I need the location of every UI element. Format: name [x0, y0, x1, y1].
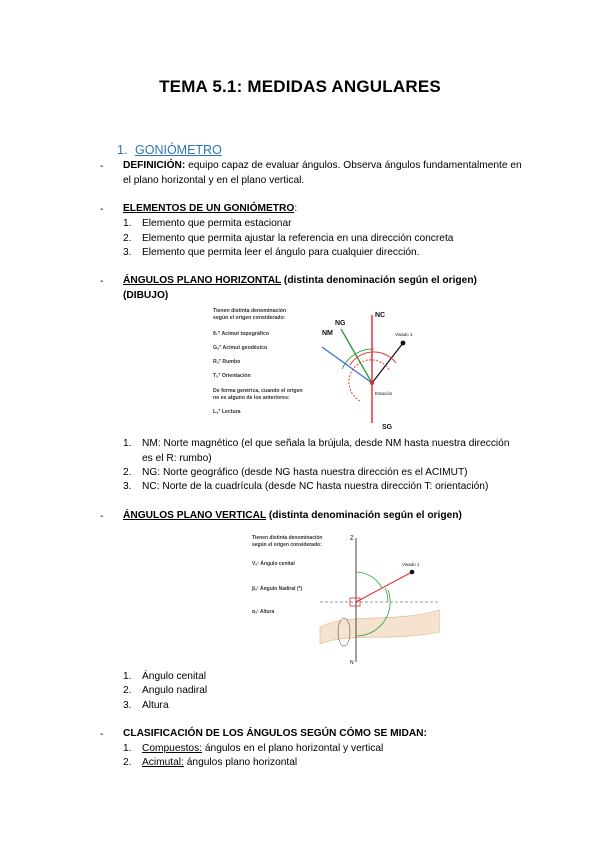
- list-number: 3.: [123, 700, 132, 711]
- list-number: 1.: [123, 218, 132, 229]
- elementos-heading-text: ELEMENTOS DE UN GONIÓMETRO: [123, 203, 295, 214]
- definicion-text: equipo capaz de evaluar ángulos. Observa ángulos fundamentalmente en: [185, 160, 522, 171]
- term-description: ángulos en el plano horizontal y vertical: [202, 743, 384, 754]
- bullet-dash: -: [100, 160, 104, 172]
- bullet-dash: -: [100, 203, 104, 215]
- bullet-dash: -: [100, 275, 104, 287]
- figure-intro-line: Tienen distinta denominación: [252, 535, 323, 541]
- figure-legend-item: Rₐᵀ Rumbo: [213, 359, 241, 365]
- list-number: 2.: [123, 685, 132, 696]
- term-acimutal: Acimutal:: [142, 757, 184, 768]
- list-number: 2.: [123, 757, 132, 768]
- figure-intro-line: según el origen considerado:: [213, 315, 286, 321]
- sight-line: [356, 572, 412, 602]
- visado-point: [401, 341, 406, 346]
- list-item-continuation: es el R: rumbo): [142, 453, 212, 464]
- list-item: Angulo nadiral: [142, 685, 208, 696]
- bullet-dash: -: [100, 728, 104, 740]
- definicion-line-2: el plano horizontal y en el plano vertical.: [123, 175, 305, 186]
- nm-line: [322, 347, 372, 383]
- visado-point: [410, 570, 415, 575]
- list-item: NC: Norte de la cuadrícula (desde NC hasta nuestra dirección T: orientación): [142, 481, 489, 492]
- figure-legend-item: αₐ¹ Altura: [252, 609, 275, 615]
- section-heading-goniometro: [117, 143, 222, 157]
- visado-label: Visado 1: [402, 562, 420, 567]
- terrain-shape: [320, 610, 440, 644]
- station-point: [370, 381, 374, 385]
- sg-label: SG: [382, 424, 393, 431]
- list-item: [142, 756, 297, 770]
- figure-legend-item: βₐ¹ Ángulo Nadiral (*): [252, 586, 303, 592]
- definicion-line-1: [123, 159, 522, 173]
- section-number: 1.: [117, 143, 128, 157]
- n-label: N: [350, 660, 354, 665]
- list-number: 1.: [123, 438, 132, 449]
- altitude-arc: [385, 588, 388, 602]
- list-item: Elemento que permita leer el ángulo para cualquier dirección.: [142, 247, 420, 258]
- figure-legend-item: θ₁ᵀ Acimut topográfico: [213, 331, 269, 337]
- list-item: NM: Norte magnético (el que señala la brújula, desde NM hasta nuestra dirección: [142, 438, 510, 449]
- visado-label: Visado 1: [395, 332, 413, 337]
- estacion-label: Estación: [375, 391, 393, 396]
- term-description: ángulos plano horizontal: [183, 757, 298, 768]
- definicion-label: DEFINICIÓN:: [123, 160, 186, 171]
- list-number: 2.: [123, 467, 132, 478]
- elementos-heading: [123, 202, 297, 216]
- figure-intro-line: Tienen distinta denominación: [213, 308, 287, 314]
- vertical-heading-text: ÁNGULOS PLANO VERTICAL: [123, 510, 267, 521]
- page-title: TEMA 5.1: MEDIDAS ANGULARES: [159, 77, 441, 96]
- figure-legend-item: Gₐᵀ Acimut geodésico: [213, 345, 268, 351]
- list-number: 3.: [123, 247, 132, 258]
- list-item: Ángulo cenital: [142, 671, 207, 682]
- horizontal-angles-figure: [210, 303, 445, 431]
- angle-arc: [350, 352, 396, 365]
- figure-legend-item: Tₐᵀ Orientación: [213, 373, 251, 379]
- list-item: Elemento que permita ajustar la referencia en una dirección concreta: [142, 233, 454, 244]
- figure-legend-item: Vₐ¹ Ángulo cenital: [252, 561, 295, 567]
- list-number: 1.: [123, 743, 132, 754]
- list-number: 2.: [123, 233, 132, 244]
- nc-label: NC: [375, 312, 386, 319]
- vertical-angles-figure: [250, 532, 440, 665]
- vertical-heading-note: (distinta denominación según el origen): [266, 510, 462, 521]
- list-item: NG: Norte geográfico (desde NG hasta nuestra dirección es el ACIMUT): [142, 467, 468, 478]
- ng-label: NG: [335, 320, 346, 327]
- figure-legend-item: no es alguno de los anteriores:: [213, 395, 290, 401]
- figure-legend-item: Lₐᵀ Lectura: [213, 409, 241, 415]
- visado-line: [372, 343, 403, 383]
- nm-label: NM: [322, 330, 333, 337]
- horizontal-heading-text: ÁNGULOS PLANO HORIZONTAL: [123, 275, 282, 286]
- elementos-colon: :: [294, 203, 298, 214]
- section-title: GONIÓMETRO: [135, 143, 222, 157]
- figure-legend-item: De forma genérica, cuando el origen: [213, 388, 303, 394]
- horizontal-heading-note: (distinta denominación según el origen): [281, 275, 477, 286]
- figure-intro-line: según el origen considerado:: [252, 542, 322, 548]
- ng-line: [341, 329, 372, 383]
- zenith-arc: [356, 572, 382, 588]
- dibujo-label: (DIBUJO): [123, 290, 169, 301]
- list-number: 1.: [123, 671, 132, 682]
- vertical-heading: [123, 509, 462, 523]
- list-item: Elemento que permita estacionar: [142, 218, 292, 229]
- list-number: 3.: [123, 481, 132, 492]
- bullet-dash: -: [100, 510, 104, 522]
- term-compuestos: Compuestos:: [142, 743, 203, 754]
- list-item: Altura: [142, 700, 169, 711]
- list-item: [142, 742, 383, 756]
- clasificacion-heading: CLASIFICACIÓN DE LOS ÁNGULOS SEGÚN CÓMO SE MIDAN:: [123, 728, 427, 739]
- horizontal-heading: [123, 274, 477, 288]
- z-label: Z: [350, 536, 354, 542]
